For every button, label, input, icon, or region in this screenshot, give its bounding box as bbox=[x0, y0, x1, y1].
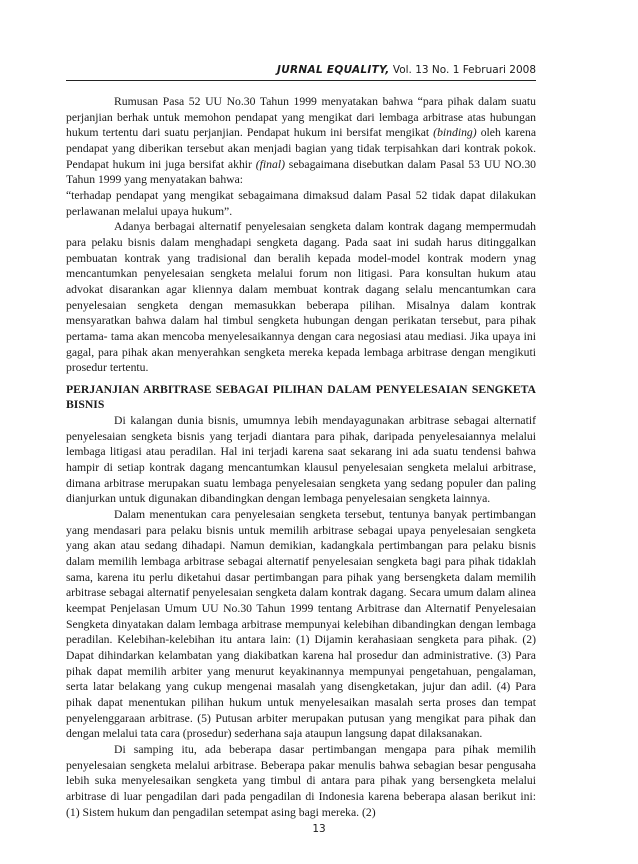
paragraph-pertimbangan: Dalam menentukan cara penyelesaian sengketa tersebut, tentunya banyak pertimbangan yang mendasari para pelaku bisnis untuk memilih arbitrase sebagai upaya penyelesaian sengketa yang akan atau sedang dihadapi. Namun demikian, kadangkala pertimbangan para pelaku bisnis dalam memilih lembaga arbitrase sebagai alternatif penyelesaian sengketa bagi para pihak tidaklah sama, karena itu perlu diketahui dasar pertimbangan para pihak yang bersengketa dalam memilih arbitrase sebagai alternatif penyelesaian sengketa dalam kontrak dagang. Secara umum dalam alinea keempat Penjelasan Umum UU No.30 Tahun 1999 tentang Arbitrase dan Alternatif Penyelesaian Sengketa dinyatakan dalam lembaga arbitrase mempunyai kelebihan dibandingkan dengan lembaga peradilan. Kelebihan-kelebihan itu antara lain: (1) Dijamin kerahasiaan sengketa para pihak. (2) Dapat dihindarkan kelambatan yang diakibatkan karena hal prosedur dan administrative. (3) Para pihak dapat memilih arbiter yang menurut keyakinannya mempunyai pengetahuan, pengalaman, serta latar belakang yang cukup mengenai masalah yang disengketakan, jujur dan adil. (4) Para pihak dapat menentukan pilihan hukum untuk menyelesaikan masalah serta proses dan tempat penyelenggaraan arbitrase. (5) Putusan arbiter merupakan putusan yang mengikat para pihak dan dengan melalui tata cara (prosedur) sederhana saja ataupun langsung dapat dilaksanakan. bbox=[66, 508, 536, 741]
running-header bbox=[66, 64, 536, 76]
p1-text-a: Rumusan Pasa 52 UU No.30 Tahun 1999 menyatakan bahwa “para pihak dalam suatu perjanjian berhak untuk memohon pendapat yang mengikat dari lembaga arbitrase atas hubungan hukum tertentu dari suatu perjanjian. Pendapat hukum ini bersifat mengikat bbox=[66, 95, 536, 140]
journal-name: JURNAL EQUALITY, bbox=[277, 64, 390, 76]
p1-text-e: sebagaimana disebutkan dalam Pasal 53 UU NO.30 Tahun 1999 yang menyatakan bahwa: bbox=[66, 157, 537, 187]
paragraph-dunia-bisnis: Di kalangan dunia bisnis, umumnya lebih mendayagunakan arbitrase sebagai alternatif penyelesaian sengketa bisnis yang terjadi diantara para pihak, daripada penyelesaiannya melalui lembaga litigasi atau peradilan. Hal ini terjadi karena saat sekarang ini ada suatu tendensi bahwa hampir di setiap kontrak dagang mencantumkan klausul penyelesaian sengketa melalui arbitrase, dimana arbitrase merupakan suatu lembaga penyelesaian sengketa yang sedang populer dan paling dianjurkan untuk digunakan dibandingkan dengan lembaga penyelesaian sengketa lainnya. bbox=[66, 414, 536, 506]
term-binding: (binding) bbox=[433, 126, 477, 140]
term-final: (final) bbox=[255, 157, 285, 171]
section-heading: PERJANJIAN ARBITRASE SEBAGAI PILIHAN DALAM PENYELESAIAN SENGKETA BISNIS bbox=[66, 382, 536, 412]
page-number: 13 bbox=[312, 823, 326, 835]
paragraph-pasal-52 bbox=[66, 94, 536, 188]
paragraph-alternatif: Adanya berbagai alternatif penyelesaian sengketa dalam kontrak dagang mempermudah para pelaku bisnis dalam menghadapi sengketa dagang. Pada saat ini sudah harus ditinggalkan pembuatan kontrak yang tradisional dan beralih kepada model-model kontrak modern ynag mencantumkan penyelesaian sengketa melalui forum non litigasi. Para konsultan hukum atau advokat disarankan agar kliennya dalam membuat kontrak dagang selalu mencantumkan cara penyelesaian sengketa dengan memasukkan beberapa pilihan. Misalnya dalam kontrak mensyaratkan bahwa dalam hal timbul sengketa hubungan dengan perikatan tersebut, para pihak pertama- tama akan mencoba menyelesaikannya dengan cara negosiasi atau mediasi. Jika upaya ini gagal, para pihak akan menyerahkan sengketa mereka kepada lembaga arbitrase dengan mengikuti prosedur tertentu. bbox=[66, 220, 536, 375]
paragraph-dasar-pertimbangan: Di samping itu, ada beberapa dasar pertimbangan mengapa para pihak memilih penyelesaian sengketa melalui arbitrase. Beberapa pakar menulis bahwa sebagian besar pengusaha lebih suka menyelesaikan sengketa yang timbul di antara para pihak yang bersengketa melalui arbitrase di luar pengadilan dari pada pengadilan di Indonesia karena beberapa alasan berikut ini: (1) Sistem hukum dan pengadilan setempat asing bagi mereka. (2) bbox=[66, 742, 536, 819]
quoted-statute: “terhadap pendapat yang mengikat sebagaimana dimaksud dalam Pasal 52 tidak dapat dilakukan perlawanan melalui upaya hukum”. bbox=[66, 188, 536, 218]
header-rule bbox=[66, 80, 536, 81]
article-body bbox=[66, 94, 536, 820]
p1-text-c: oleh karena pendapat yang diberikan tersebut akan menjadi bagian yang tidak terpisahkan dari kontrak pokok. Pendapat hukum ini juga bersifat akhir bbox=[66, 126, 537, 171]
journal-issue: Vol. 13 No. 1 Februari 2008 bbox=[389, 64, 536, 76]
